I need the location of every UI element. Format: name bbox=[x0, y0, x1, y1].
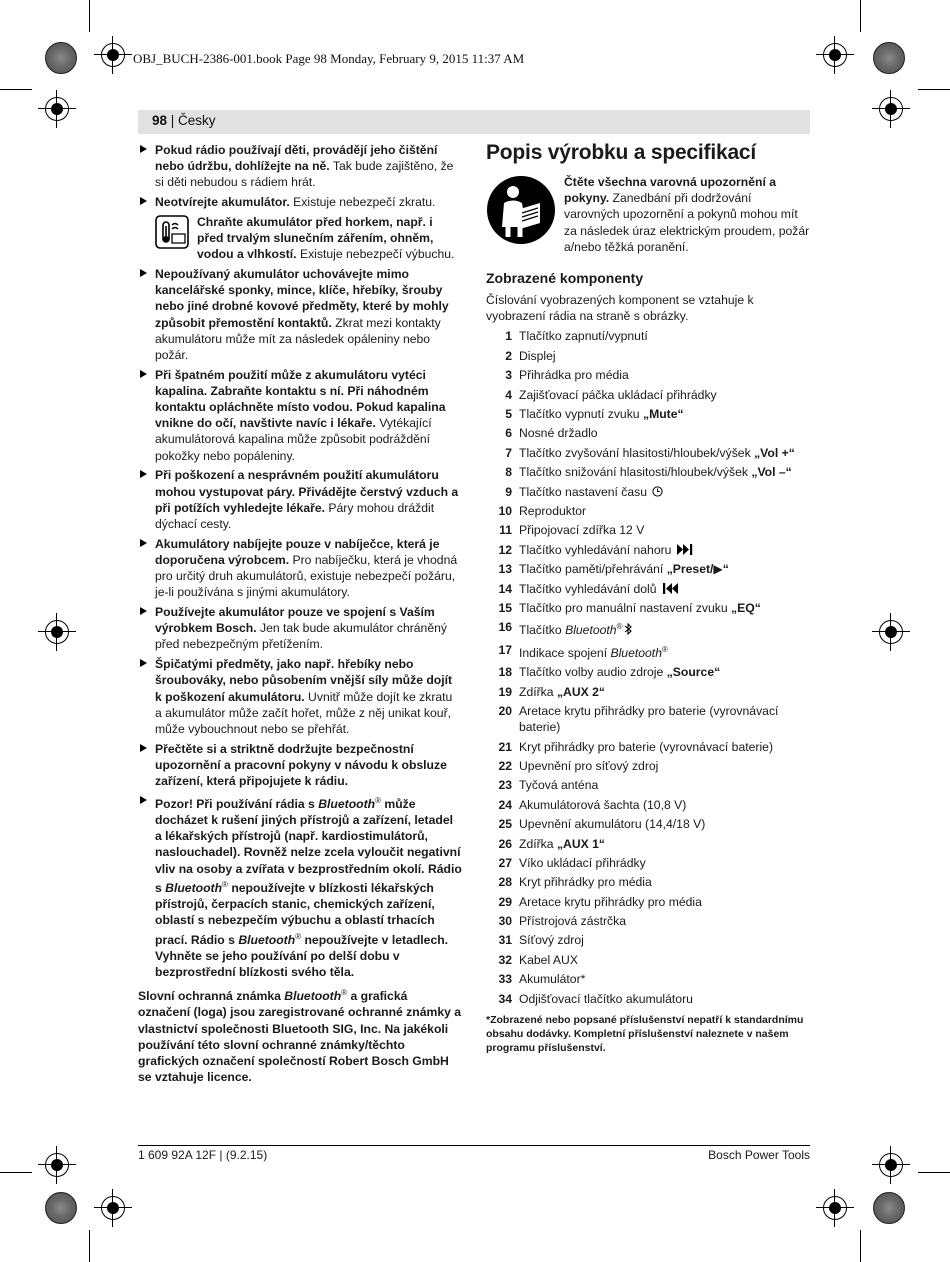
component-item bbox=[486, 542, 810, 558]
component-number: 10 bbox=[498, 503, 512, 518]
component-item bbox=[486, 581, 810, 597]
component-label: Přihrádka pro média bbox=[519, 368, 629, 383]
triangle-bullet-icon bbox=[140, 796, 147, 804]
triangle-bullet-icon bbox=[140, 659, 147, 667]
component-item bbox=[486, 758, 810, 774]
component-number: 1 bbox=[505, 329, 512, 344]
component-label: Tyčová anténa bbox=[519, 778, 599, 793]
component-item bbox=[486, 836, 810, 852]
left-column bbox=[138, 142, 462, 1085]
component-item bbox=[486, 484, 810, 500]
crop-mark bbox=[89, 1230, 90, 1262]
component-number: 25 bbox=[498, 817, 512, 832]
safety-item: Při špatném použití může z akumulátoru vytéci kapalina. Zabraňte kontaktu s ní. Při náhodném kontaktu opláchněte místo vodou. Pokud kapalina vnikne do očí, navštivte navíc i lékaře. Vytékající akumulátorová kapalina může způsobit podráždění pokožky nebo popáleniny. bbox=[138, 367, 462, 464]
component-item bbox=[486, 522, 810, 538]
component-item bbox=[486, 425, 810, 441]
component-number: 14 bbox=[498, 581, 512, 596]
component-number: 32 bbox=[498, 952, 512, 967]
read-manual-warning bbox=[486, 174, 810, 255]
safety-item: Nepoužívaný akumulátor uchovávejte mimo kancelářské sponky, mince, klíče, hřebíky, šrouby nebo jiné drobné kovové předměty, které by mohly způsobit přemostění kontaktů. Zkrat mezi kontakty akumulátoru může mít za následek opáleniny nebo požár. bbox=[138, 266, 462, 363]
component-number: 34 bbox=[498, 991, 512, 1006]
component-item bbox=[486, 561, 810, 577]
component-label: Tlačítko snižování hlasitosti/hloubek/výšek „Vol –“ bbox=[519, 465, 792, 480]
crop-mark bbox=[89, 0, 90, 32]
component-number: 33 bbox=[498, 972, 512, 987]
component-number: 7 bbox=[505, 445, 512, 460]
component-item bbox=[486, 464, 810, 480]
component-number: 5 bbox=[505, 406, 512, 421]
component-item bbox=[486, 328, 810, 344]
component-number: 27 bbox=[498, 855, 512, 870]
bluetooth-icon bbox=[624, 623, 632, 635]
safety-item: Přečtěte si a striktně dodržujte bezpečnostní upozornění a pracovní pokyny v návodu k obsluze zařízení, která připojujete k rádiu. bbox=[138, 741, 462, 790]
registration-mark-icon bbox=[879, 97, 903, 121]
component-item bbox=[486, 739, 810, 755]
component-label: Tlačítko pro manuální nastavení zvuku „EQ“ bbox=[519, 600, 761, 615]
component-label: Přístrojová zástrčka bbox=[519, 914, 627, 929]
component-label: Tlačítko vypnutí zvuku „Mute“ bbox=[519, 406, 684, 421]
triangle-bullet-icon bbox=[140, 470, 147, 478]
crop-mark bbox=[918, 89, 950, 90]
component-item bbox=[486, 387, 810, 403]
component-label: Akumulátorová šachta (10,8 V) bbox=[519, 797, 687, 812]
heat-warning bbox=[138, 214, 462, 263]
component-label: Tlačítko nastavení času bbox=[519, 484, 810, 500]
component-item bbox=[486, 642, 810, 661]
component-label: Tlačítko Bluetooth® bbox=[519, 619, 810, 638]
component-label: Tlačítko vyhledávání nahoru bbox=[519, 542, 810, 558]
crop-mark bbox=[860, 1230, 861, 1262]
component-item bbox=[486, 406, 810, 422]
page-header-band bbox=[138, 110, 810, 134]
safety-item: Používejte akumulátor pouze ve spojení s Vaším výrobkem Bosch. Jen tak bude akumulátor chráněný před nebezpečným přetížením. bbox=[138, 604, 462, 653]
component-label: Tlačítko zapnutí/vypnutí bbox=[519, 329, 648, 344]
component-number: 16 bbox=[498, 620, 512, 635]
calibration-disc-icon bbox=[873, 1192, 905, 1224]
component-number: 19 bbox=[498, 684, 512, 699]
component-item bbox=[486, 816, 810, 832]
component-number: 12 bbox=[498, 542, 512, 557]
section-title: Popis výrobku a specifikací bbox=[486, 141, 757, 164]
component-label: Tlačítko vyhledávání dolů bbox=[519, 581, 810, 597]
crop-mark bbox=[860, 0, 861, 32]
component-label: Zdířka „AUX 1“ bbox=[519, 836, 606, 851]
component-label: Indikace spojení Bluetooth® bbox=[519, 644, 668, 660]
component-label: Displej bbox=[519, 348, 556, 363]
calibration-disc-icon bbox=[873, 42, 905, 74]
registration-mark-icon bbox=[101, 1196, 125, 1220]
battery-heat-warning-icon bbox=[155, 215, 189, 249]
triangle-bullet-icon bbox=[140, 197, 147, 205]
component-label: Víko ukládací přihrádky bbox=[519, 855, 646, 870]
component-label: Upevnění pro síťový zdroj bbox=[519, 758, 659, 773]
footer-document-code: 1 609 92A 12F | (9.2.15) bbox=[138, 1148, 268, 1162]
registration-mark-icon bbox=[823, 43, 847, 67]
component-label: Tlačítko volby audio zdroje „Source“ bbox=[519, 665, 721, 680]
component-item bbox=[486, 855, 810, 871]
triangle-bullet-icon bbox=[140, 744, 147, 752]
skip-back-icon bbox=[662, 583, 679, 594]
component-number: 20 bbox=[498, 703, 512, 718]
footer-rule bbox=[138, 1145, 810, 1146]
component-item bbox=[486, 367, 810, 383]
component-label: Akumulátor* bbox=[519, 972, 586, 987]
component-item bbox=[486, 703, 810, 735]
component-number: 9 bbox=[505, 484, 512, 499]
component-item bbox=[486, 503, 810, 519]
component-label: Zdířka „AUX 2“ bbox=[519, 684, 606, 699]
component-label: Zajišťovací páčka ukládací přihrádky bbox=[519, 387, 717, 402]
component-label: Kryt přihrádky pro média bbox=[519, 875, 652, 890]
component-label: Nosné držadlo bbox=[519, 426, 598, 441]
registration-mark-icon bbox=[45, 620, 69, 644]
component-label: Tlačítko paměti/přehrávání „Preset/▶“ bbox=[519, 562, 729, 577]
component-item bbox=[486, 913, 810, 929]
safety-item: Při poškození a nesprávném použití akumulátoru mohou vystupovat páry. Přivádějte čerstvý vzduch a při potížích vyhledejte lékaře. Páry mohou dráždit dýchací cesty. bbox=[138, 467, 462, 532]
component-item bbox=[486, 348, 810, 364]
crop-mark bbox=[918, 1172, 950, 1173]
book-header: OBJ_BUCH-2386-001.book Page 98 Monday, February 9, 2015 11:37 AM bbox=[133, 51, 525, 66]
component-number: 28 bbox=[498, 875, 512, 890]
components-intro: Číslování vyobrazených komponent se vztahuje k vyobrazení rádia na straně s obrázky. bbox=[486, 293, 754, 324]
registration-mark-icon bbox=[823, 1196, 847, 1220]
component-label: Aretace krytu přihrádky pro média bbox=[519, 894, 702, 909]
crop-mark bbox=[0, 89, 32, 90]
calibration-disc-icon bbox=[45, 1192, 77, 1224]
component-label: Kabel AUX bbox=[519, 952, 578, 967]
component-label: Reproduktor bbox=[519, 503, 587, 518]
page-number: 98 bbox=[152, 113, 168, 128]
component-item bbox=[486, 777, 810, 793]
page-header: 98 | Česky bbox=[152, 113, 216, 128]
component-item bbox=[486, 971, 810, 987]
component-item bbox=[486, 874, 810, 890]
component-number: 17 bbox=[498, 642, 512, 657]
component-number: 4 bbox=[505, 387, 512, 402]
footer-brand: Bosch Power Tools bbox=[708, 1148, 810, 1162]
component-item bbox=[486, 894, 810, 910]
component-label: Síťový zdroj bbox=[519, 933, 584, 948]
triangle-bullet-icon bbox=[140, 269, 147, 277]
registration-mark-icon bbox=[879, 1153, 903, 1177]
triangle-bullet-icon bbox=[140, 145, 147, 153]
components-heading: Zobrazené komponenty bbox=[486, 270, 644, 287]
registration-mark-icon bbox=[45, 1153, 69, 1177]
accessory-footnote: *Zobrazené nebo popsané příslušenství nepatří k standardnímu obsahu dodávky. Kompletní příslušenství naleznete v našem programu příslušenství. bbox=[486, 1013, 804, 1054]
component-number: 24 bbox=[498, 797, 512, 812]
triangle-bullet-icon bbox=[140, 370, 147, 378]
component-label: Aretace krytu přihrádky pro baterie (vyrovnávací baterie) bbox=[519, 703, 779, 735]
crop-mark bbox=[0, 1172, 32, 1173]
component-item bbox=[486, 952, 810, 968]
component-number: 2 bbox=[505, 348, 512, 363]
component-number: 13 bbox=[498, 562, 512, 577]
component-number: 15 bbox=[498, 600, 512, 615]
component-number: 6 bbox=[505, 426, 512, 441]
safety-item: Špičatými předměty, jako např. hřebíky nebo šroubováky, nebo působením vnější síly může dojít k poškození akumulátoru. Uvnitř může dojít ke zkratu a akumulátor může začít hořet, může z něj unikat kouř, může vybouchnout nebo se přehřát. bbox=[138, 656, 462, 737]
component-number: 29 bbox=[498, 894, 512, 909]
component-label: Připojovací zdířka 12 V bbox=[519, 523, 645, 538]
component-number: 22 bbox=[498, 758, 512, 773]
component-number: 8 bbox=[505, 465, 512, 480]
triangle-bullet-icon bbox=[140, 607, 147, 615]
calibration-disc-icon bbox=[45, 42, 77, 74]
component-label: Odjišťovací tlačítko akumulátoru bbox=[519, 991, 693, 1006]
component-number: 11 bbox=[499, 523, 512, 538]
component-label: Upevnění akumulátoru (14,4/18 V) bbox=[519, 817, 706, 832]
heat-warning-text: Chraňte akumulátor před horkem, např. i před trvalým slunečním zářením, ohněm, vodou a vlhkostí. Existuje nebezpečí výbuchu. bbox=[197, 214, 455, 262]
safety-item: Neotvírejte akumulátor. Existuje nebezpečí zkratu. bbox=[138, 194, 462, 210]
clock-icon bbox=[652, 486, 663, 497]
right-column bbox=[486, 140, 810, 1055]
component-item bbox=[486, 445, 810, 461]
component-item bbox=[486, 991, 810, 1007]
skip-forward-icon bbox=[677, 544, 694, 555]
registration-mark-icon bbox=[45, 97, 69, 121]
page-language: Česky bbox=[178, 113, 216, 128]
component-item bbox=[486, 797, 810, 813]
registration-mark-icon bbox=[101, 43, 125, 67]
bluetooth-warning-item: Pozor! Při používání rádia s Bluetooth® může docházet k rušení jiných přístrojů a zařízení, letadel a lékařských přístrojů (např. kardiostimulátorů, naslouchadel). Rovněž nelze zcela vyloučit negativní vliv na osoby a zvířata v bezprostředním okolí. Rádio s Bluetooth® nepoužívejte v blízkosti lékařských přístrojů, čerpacích stanic, chemických zařízení, oblastí s nebezpečím výbuchu a oblastí trhacích prací. Rádio s Bluetooth® nepoužívejte v letadlech. Vyhněte se jeho používání po delší dobu v bezprostřední blízkosti svého těla. bbox=[138, 793, 462, 980]
safety-item: Akumulátory nabíjejte pouze v nabíječce, která je doporučena výrobcem. Pro nabíječku, která je vhodná pro určitý druh akumulátorů, existuje nebezpečí požáru, je-li používána s jinými akumulátory. bbox=[138, 536, 462, 601]
component-number: 31 bbox=[498, 933, 512, 948]
component-item bbox=[486, 932, 810, 948]
component-number: 21 bbox=[498, 739, 512, 754]
read-manual-icon bbox=[486, 175, 556, 245]
component-number: 3 bbox=[505, 368, 512, 383]
component-number: 23 bbox=[498, 778, 512, 793]
component-label: Tlačítko zvyšování hlasitosti/hloubek/výšek „Vol +“ bbox=[519, 445, 795, 460]
component-item bbox=[486, 684, 810, 700]
component-item bbox=[486, 619, 810, 638]
safety-item: Pokud rádio používají děti, provádějí jeho čištění nebo údržbu, dohlížejte na ně. Tak bude zajištěno, že si děti nebudou s rádiem hrát. bbox=[138, 142, 462, 191]
component-number: 30 bbox=[498, 914, 512, 929]
components-list bbox=[486, 328, 810, 1006]
trademark-notice: Slovní ochranná známka Bluetooth® a grafická označení (loga) jsou zaregistrované ochranné známky a vlastnictví společnosti Bluetooth SIG, Inc. Na jakékoli používání této slovní ochranné známky/těchto grafických označení společností Robert Bosch GmbH se vztahuje licence. bbox=[138, 988, 462, 1085]
component-item bbox=[486, 664, 810, 680]
triangle-bullet-icon bbox=[140, 539, 147, 547]
read-manual-text: Čtěte všechna varovná upozornění a pokyny. Zanedbání při dodržování varovných upozornění a pokynů mohou mít za následek úraz elektrickým proudem, požár a/nebo těžká poranění. bbox=[564, 175, 810, 254]
component-label: Kryt přihrádky pro baterie (vyrovnávací baterie) bbox=[519, 739, 774, 754]
registration-mark-icon bbox=[879, 620, 903, 644]
component-item bbox=[486, 600, 810, 616]
component-number: 26 bbox=[498, 836, 512, 851]
component-number: 18 bbox=[498, 665, 512, 680]
